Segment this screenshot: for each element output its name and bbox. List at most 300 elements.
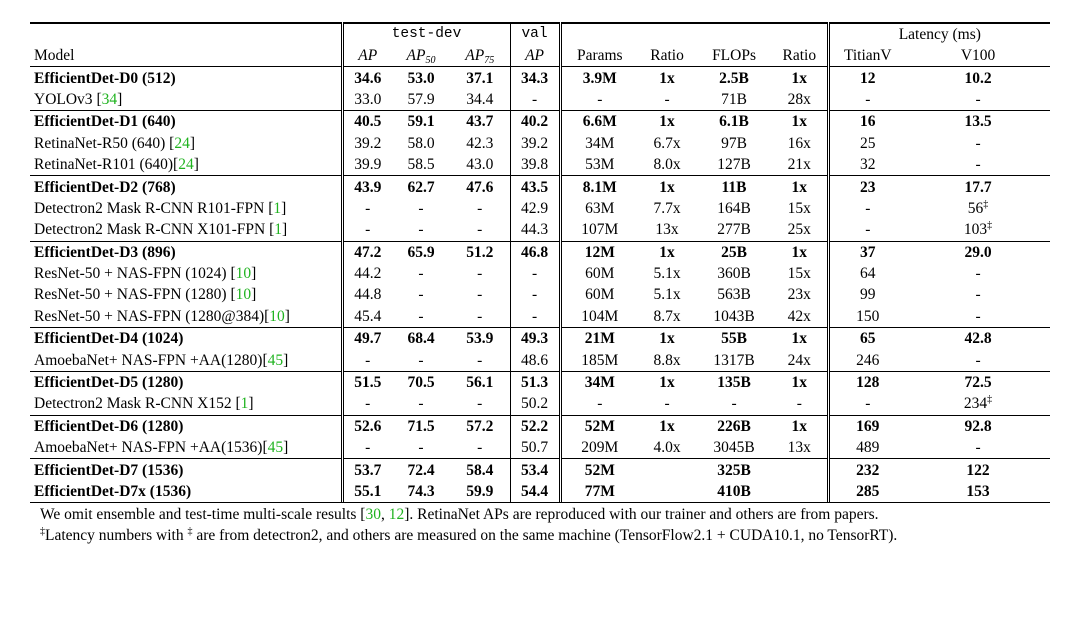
v100-value: 13.5	[964, 113, 992, 131]
model-name-cell	[30, 371, 342, 393]
footnote-2-dagger: ‡	[40, 526, 45, 538]
ap-cell: 52.6	[342, 415, 392, 437]
v100-value: 42.8	[964, 330, 992, 348]
v100-value: 10.2	[964, 69, 992, 87]
citation-bracket: [	[268, 199, 274, 217]
table-row	[30, 306, 1050, 328]
params-ratio-cell: 4.0x	[653, 439, 681, 457]
val-ap-cell: -	[510, 89, 560, 111]
model-name-cell	[30, 349, 342, 371]
ap-cell: 45.4	[342, 306, 392, 328]
v100-value: -	[975, 286, 981, 304]
ap75-col-header	[450, 45, 510, 67]
params-ratio-cell: 1x	[638, 111, 696, 133]
val-ap-cell: 51.3	[510, 371, 560, 393]
citation-link[interactable]: 10	[235, 265, 252, 283]
model-name-cell	[30, 67, 342, 89]
flops-ratio-cell: 1x	[772, 328, 828, 350]
citation-link[interactable]: 45	[267, 439, 284, 457]
citation-bracket: ]	[251, 265, 257, 283]
citation-bracket: ]	[283, 351, 289, 369]
model-name: ResNet-50 + NAS-FPN (1280@384)	[34, 307, 265, 325]
ap75-cell: 51.2	[450, 241, 510, 263]
titanv-cell: 489	[828, 437, 906, 459]
dagger-mark: ‡	[983, 198, 989, 210]
model-name: EfficientDet-D4 (1024)	[34, 330, 184, 348]
v100-cell	[906, 393, 1050, 415]
ap75-cell: 47.6	[450, 176, 510, 198]
ap50-cell: 72.4	[392, 459, 450, 481]
ap75-cell: -	[477, 286, 483, 304]
v100-cell	[906, 284, 1050, 305]
citation	[173, 156, 199, 173]
v100-value: 56	[967, 199, 984, 217]
dagger-mark: ‡	[987, 220, 993, 232]
flops-cell: 410B	[717, 483, 751, 500]
ap-cell: 51.5	[342, 371, 392, 393]
footnote-1-text-a: We omit ensemble and test-time multi-scale results [	[40, 506, 366, 524]
titanv-cell: 169	[828, 415, 906, 437]
ap75-cell: -	[477, 351, 483, 369]
citation-bracket: ]	[189, 134, 196, 152]
v100-cell	[906, 133, 1050, 154]
citation	[169, 135, 195, 152]
table-row	[30, 328, 1050, 350]
citation	[269, 221, 287, 238]
params-cell: 21M	[560, 328, 638, 350]
citation-link[interactable]: 24	[174, 134, 190, 152]
titanv-cell: 150	[828, 306, 906, 328]
v100-cell	[906, 481, 1050, 502]
ap50-cell: -	[418, 439, 424, 457]
params-cell: 52M	[560, 415, 638, 437]
citation-link[interactable]: 34	[101, 90, 118, 108]
params-ratio-cell: 5.1x	[653, 286, 681, 304]
model-name-cell	[30, 176, 342, 198]
table-row	[30, 154, 1050, 176]
ap50-cell: -	[418, 221, 424, 239]
val-ap-cell: 53.4	[510, 459, 560, 481]
ap-cell: -	[342, 393, 392, 415]
ap75-sub: 75	[484, 55, 495, 67]
flops-ratio-cell: 1x	[772, 241, 828, 263]
model-name: EfficientDet-D2 (768)	[34, 178, 176, 196]
ap-cell: 39.2	[342, 133, 392, 154]
ap50-cell: 62.7	[392, 176, 450, 198]
citation	[235, 395, 253, 412]
titanv-cell: -	[828, 198, 906, 219]
footnote-1-cite-1[interactable]: 30	[365, 506, 381, 524]
params-ratio-cell: 1x	[638, 371, 696, 393]
v100-cell	[906, 219, 1050, 241]
val-ap-cell: 48.6	[510, 349, 560, 371]
ap50-cell: 65.9	[392, 241, 450, 263]
params-cell: 3.9M	[560, 67, 638, 89]
val-ap-cell: 49.3	[510, 328, 560, 350]
citation-bracket: [	[173, 156, 179, 174]
citation-link[interactable]: 1	[274, 221, 282, 239]
model-name-cell	[30, 393, 342, 415]
citation-bracket: [	[169, 134, 175, 152]
model-name: Detectron2 Mask R-CNN R101-FPN	[34, 199, 269, 217]
titanv-cell: -	[828, 393, 906, 415]
ap75-cell: -	[477, 307, 483, 325]
ap-cell: -	[342, 198, 392, 219]
flops-ratio-cell	[772, 459, 828, 481]
flops-ratio-cell: 1x	[772, 176, 828, 198]
dagger-mark: ‡	[987, 394, 993, 406]
ap75-cell: -	[477, 439, 483, 457]
v100-cell	[906, 459, 1050, 481]
model-name-cell	[30, 133, 342, 154]
table-row	[30, 133, 1050, 154]
table-row	[30, 371, 1050, 393]
ap-cell: 33.0	[342, 89, 392, 111]
table-row	[30, 176, 1050, 198]
flops-cell: 11B	[696, 176, 772, 198]
val-ap-cell: 50.7	[510, 437, 560, 459]
params-ratio-cell: 7.7x	[653, 199, 681, 217]
citation-bracket: ]	[193, 156, 199, 174]
model-name: EfficientDet-D5 (1280)	[34, 374, 184, 392]
ap75-cell: 56.1	[450, 371, 510, 393]
params-ratio-cell: 1x	[638, 328, 696, 350]
citation-link[interactable]: 10	[235, 286, 252, 304]
flops-cell: 55B	[696, 328, 772, 350]
ap-cell: 44.8	[342, 284, 392, 305]
titanv-cell: 99	[828, 284, 906, 305]
flops-cell: 1043B	[713, 307, 755, 325]
ap-cell: -	[342, 437, 392, 459]
params-ratio-cell: 6.7x	[653, 134, 681, 152]
model-name: EfficientDet-D0 (512)	[34, 69, 176, 87]
params-ratio-cell: 13x	[655, 221, 679, 239]
citation	[264, 308, 290, 325]
ap75-cell: 34.4	[466, 90, 494, 108]
model-name-cell	[30, 111, 342, 133]
params-cell: 77M	[560, 481, 638, 502]
citation-bracket: [	[264, 307, 270, 325]
citation-bracket: ]	[117, 90, 123, 108]
flops-cell: 97B	[721, 134, 747, 152]
ap50-cell: 70.5	[392, 371, 450, 393]
table-row	[30, 219, 1050, 241]
titanv-cell: 25	[828, 133, 906, 154]
ap-cell: -	[342, 349, 392, 371]
v100-value: 17.7	[964, 178, 992, 196]
titanv-cell: 285	[828, 481, 906, 502]
model-name: EfficientDet-D1 (640)	[34, 113, 176, 131]
ap50-cell: 58.0	[407, 134, 435, 152]
citation-link[interactable]: 45	[267, 351, 284, 369]
model-name: YOLOv3	[34, 90, 97, 108]
v100-value: 29.0	[964, 243, 992, 261]
ap50-cell: -	[418, 286, 424, 304]
citation	[96, 91, 122, 108]
table-row	[30, 393, 1050, 415]
titanv-cell: 64	[828, 263, 906, 284]
flops-ratio-cell: 1x	[772, 371, 828, 393]
citation-link[interactable]: 1	[273, 199, 282, 217]
citation-link[interactable]: 24	[178, 156, 194, 174]
val-ap-cell: -	[510, 284, 560, 305]
flops-cell: 6.1B	[696, 111, 772, 133]
flops-ratio-cell: 1x	[772, 415, 828, 437]
footnote-2-text-b: are from detectron2, and others are measured on the same machine (TensorFlow2.1 + CUDA10.1, no TensorRT).	[192, 527, 898, 545]
citation-bracket: ]	[283, 439, 289, 457]
v100-cell	[906, 241, 1050, 263]
ap75-cell: 53.9	[450, 328, 510, 350]
ap75-cell: 57.2	[450, 415, 510, 437]
v100-value: -	[975, 90, 981, 108]
val-ap-cell: -	[510, 306, 560, 328]
params-ratio-cell: -	[664, 90, 670, 108]
ap-cell: 39.9	[342, 154, 392, 176]
flops-ratio-cell: 1x	[772, 111, 828, 133]
val-ap-cell: 34.3	[510, 67, 560, 89]
val-ap-cell: 46.8	[510, 241, 560, 263]
citation	[230, 286, 256, 303]
val-ap-cell: -	[510, 263, 560, 284]
v100-value: -	[975, 439, 981, 457]
params-ratio-cell: 1x	[638, 415, 696, 437]
model-name: EfficientDet-D6 (1280)	[34, 417, 184, 435]
flops-col-header: FLOPs	[712, 47, 756, 65]
params-cell: 52M	[560, 459, 638, 481]
header-row-top	[30, 23, 1050, 45]
params-cell: 6.6M	[560, 111, 638, 133]
params-cell: -	[560, 89, 638, 111]
table-row	[30, 437, 1050, 459]
val-ap-cell: 42.9	[510, 198, 560, 219]
table-row	[30, 459, 1050, 481]
titanv-cell: -	[828, 89, 906, 111]
footnote-2	[30, 525, 1050, 546]
header-row	[30, 45, 1050, 67]
citation	[268, 200, 286, 217]
params-cell: 34M	[560, 371, 638, 393]
citation-bracket: ]	[284, 307, 290, 325]
flops-cell: 135B	[696, 371, 772, 393]
test-dev-header: test-dev	[342, 23, 510, 45]
params-ratio-cell	[638, 481, 696, 502]
citation-bracket: [	[262, 439, 268, 457]
ap75-cell: -	[477, 395, 483, 413]
citation-bracket: [	[235, 395, 241, 413]
v100-cell	[906, 89, 1050, 111]
ap75-cell: 43.7	[450, 111, 510, 133]
val-ap-cell: 40.2	[510, 111, 560, 133]
ap75-cell: -	[477, 199, 483, 217]
model-name: ResNet-50 + NAS-FPN (1024)	[34, 265, 231, 283]
flops-ratio-cell: 15x	[787, 265, 811, 283]
ap-cell: 44.2	[342, 263, 392, 284]
ap50-cell: 58.5	[407, 156, 435, 174]
flops-ratio-cell: -	[796, 395, 802, 413]
flops-ratio-cell: 13x	[787, 439, 811, 457]
model-name-cell	[30, 437, 342, 459]
val-ap-cell: 52.2	[510, 415, 560, 437]
params-cell: 209M	[560, 437, 638, 459]
footnote-1-cite-2[interactable]: 12	[388, 506, 405, 524]
params-cell: 107M	[560, 219, 638, 241]
footnote-1-text-b: ]. RetinaNet APs are reproduced with our trainer and others are from papers.	[404, 506, 879, 524]
titanv-cell: 32	[828, 154, 906, 176]
model-name-cell	[30, 306, 342, 328]
model-name-cell	[30, 198, 342, 219]
model-name: ResNet-50 + NAS-FPN (1280)	[34, 286, 231, 304]
flops-cell: 2.5B	[696, 67, 772, 89]
citation	[262, 439, 288, 456]
v100-value: -	[975, 134, 981, 152]
flops-cell: 360B	[717, 265, 751, 283]
v100-cell	[906, 263, 1050, 284]
val-ap-cell: 39.8	[510, 154, 560, 176]
ap-cell: -	[342, 219, 392, 241]
params-cell: 8.1M	[560, 176, 638, 198]
params-ratio-cell: 5.1x	[653, 265, 681, 283]
model-name-cell	[30, 459, 342, 481]
table-row	[30, 284, 1050, 305]
val-ap-cell: 54.4	[510, 481, 560, 502]
params-cell: -	[560, 393, 638, 415]
v100-cell	[906, 437, 1050, 459]
v100-value: 103	[963, 221, 988, 239]
params-cell: 60M	[560, 284, 638, 305]
ap75-cell: 42.3	[466, 134, 494, 152]
ap50-cell: -	[418, 199, 424, 217]
flops-cell: 71B	[721, 90, 747, 108]
ratio-col-header: Ratio	[650, 47, 684, 65]
ap75-cell: 58.4	[450, 459, 510, 481]
ap-cell: 53.7	[342, 459, 392, 481]
flops-ratio-cell: 16x	[787, 134, 811, 152]
v100-value: 92.8	[964, 417, 992, 435]
ap50-col-header	[392, 45, 450, 67]
ap50-cell: 53.0	[392, 67, 450, 89]
table-row	[30, 241, 1050, 263]
model-name: Detectron2 Mask R-CNN X152	[34, 395, 236, 413]
flops-ratio-cell: 21x	[787, 156, 811, 174]
model-name-cell	[30, 241, 342, 263]
ap75-cell: 37.1	[450, 67, 510, 89]
flops-ratio-cell: 23x	[787, 286, 811, 304]
model-name: EfficientDet-D3 (896)	[34, 243, 176, 261]
titanv-col-header: TitianV	[828, 45, 906, 67]
citation-bracket: [	[262, 351, 268, 369]
titanv-cell: 65	[828, 328, 906, 350]
ap50-cell: 57.9	[407, 90, 435, 108]
flops-ratio-cell: 15x	[787, 199, 811, 217]
ap-cell: 55.1	[342, 481, 392, 502]
table-row	[30, 349, 1050, 371]
model-name-cell	[30, 89, 342, 111]
params-cell: 185M	[560, 349, 638, 371]
val-ap-cell: 43.5	[510, 176, 560, 198]
params-cell: 53M	[560, 154, 638, 176]
params-ratio-cell: -	[664, 395, 670, 413]
flops-ratio-cell: 28x	[787, 90, 811, 108]
ap50-cell: -	[418, 307, 424, 325]
params-cell: 60M	[560, 263, 638, 284]
flops-ratio-cell: 25x	[787, 221, 811, 239]
model-name-cell	[30, 415, 342, 437]
ap50-cell: 71.5	[392, 415, 450, 437]
val-ap-cell: 50.2	[510, 393, 560, 415]
flops-ratio-cell: 42x	[787, 307, 811, 325]
ap50-cell: 74.3	[407, 483, 435, 500]
model-name-cell	[30, 481, 342, 502]
latency-header: Latency (ms)	[828, 23, 1050, 45]
ap75-cell: 43.0	[466, 156, 494, 174]
ap75-cell: -	[477, 265, 483, 283]
flops-cell: 1317B	[713, 351, 755, 369]
ap50-base: AP	[406, 47, 426, 65]
v100-cell	[906, 349, 1050, 371]
ap-col-header: AP	[342, 45, 392, 67]
results-table-wrapper	[30, 22, 1050, 546]
titanv-cell: 16	[828, 111, 906, 133]
flops-cell: 127B	[717, 156, 751, 174]
flops-cell: 277B	[717, 221, 751, 239]
params-cell: 63M	[560, 198, 638, 219]
citation	[262, 352, 288, 369]
citation-bracket: [	[230, 265, 236, 283]
val-ap-cell: 39.2	[510, 133, 560, 154]
model-name-cell	[30, 154, 342, 176]
v100-cell	[906, 67, 1050, 89]
v100-value: 153	[966, 483, 990, 500]
results-table	[30, 22, 1050, 502]
params-ratio-cell: 1x	[638, 67, 696, 89]
params-cell: 34M	[560, 133, 638, 154]
flops-ratio-cell: 24x	[787, 351, 811, 369]
citation-link[interactable]: 1	[240, 395, 249, 413]
v100-value: -	[975, 351, 981, 369]
flops-ratio-col-header: Ratio	[782, 47, 817, 65]
flops-cell: 3045B	[713, 439, 755, 457]
params-col-header: Params	[560, 45, 638, 67]
flops-ratio-cell	[772, 481, 828, 502]
flops-cell: -	[731, 395, 737, 413]
ap50-cell: -	[418, 395, 424, 413]
ap50-cell: 59.1	[392, 111, 450, 133]
citation-bracket: [	[96, 90, 102, 108]
table-row	[30, 89, 1050, 111]
ap-cell: 47.2	[342, 241, 392, 263]
titanv-cell: 23	[828, 176, 906, 198]
titanv-cell: 128	[828, 371, 906, 393]
model-name-cell	[30, 219, 342, 241]
table-row	[30, 67, 1050, 89]
flops-ratio-cell: 1x	[772, 67, 828, 89]
v100-cell	[906, 371, 1050, 393]
model-name-cell	[30, 284, 342, 305]
ap50-sub: 50	[425, 55, 436, 67]
table-row	[30, 111, 1050, 133]
model-name-cell	[30, 263, 342, 284]
citation-link[interactable]: 10	[269, 307, 285, 325]
ap75-cell: -	[477, 221, 483, 239]
v100-cell	[906, 306, 1050, 328]
params-ratio-cell: 1x	[638, 176, 696, 198]
model-name: RetinaNet-R101 (640)	[34, 156, 174, 174]
table-row	[30, 198, 1050, 219]
v100-value: 122	[966, 461, 990, 479]
flops-cell: 563B	[717, 286, 751, 304]
citation-bracket: [	[269, 221, 275, 239]
v100-value: -	[975, 265, 981, 283]
